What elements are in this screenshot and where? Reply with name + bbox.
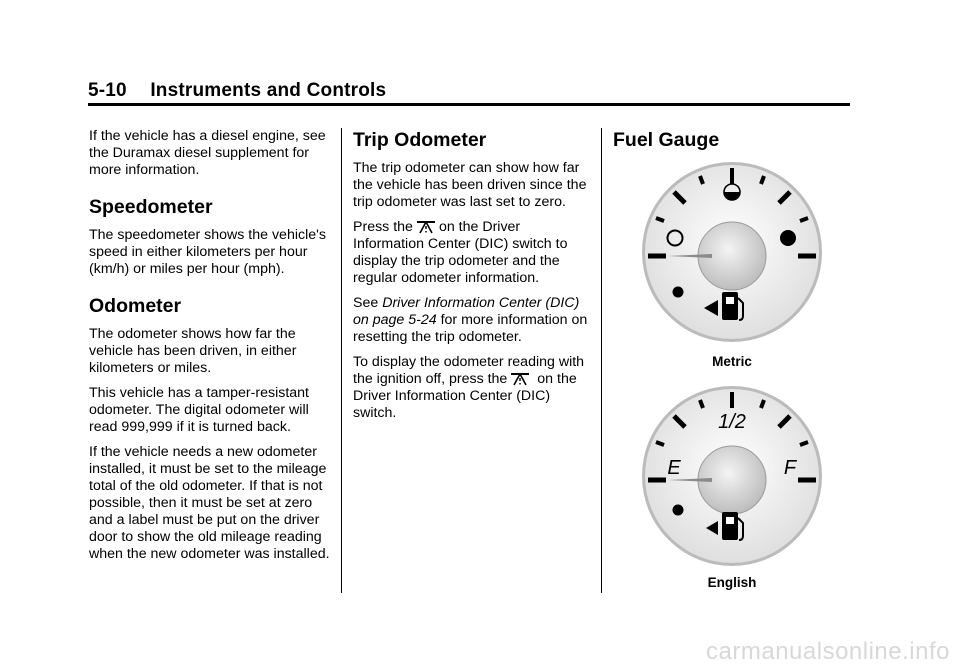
header-rule (88, 103, 850, 106)
trip-odometer-icon (510, 372, 530, 386)
low-fuel-indicator (673, 287, 684, 298)
trip-text-2: Press the on the Driver Information Center (DIC) switch to display the trip odometer and the regular odometer information. (353, 219, 568, 286)
page-number: 5-10 (88, 80, 127, 101)
page-header (88, 80, 386, 102)
speedometer-text: The speedometer shows the vehicle's speed in either kilometers per hour (km/h) or miles per hour (mph). (89, 227, 326, 277)
trip-odometer-heading: Trip Odometer (353, 129, 487, 151)
english-caption: English (707, 575, 757, 590)
odometer-text-3: If the vehicle needs a new odometer installed, it must be set to the mileage total of the old odometer. If that is not possible, then it must be set at zero and a label must be put on the driver door to show the old mileage reading when the new odometer was installed. (89, 444, 330, 562)
odometer-text-2: This vehicle has a tamper-resistant odometer. The digital odometer will read 999,999 if it is turned back. (89, 385, 309, 435)
trip-text-1: The trip odometer can show how far the vehicle has been driven since the trip odometer was last set to zero. (353, 160, 587, 210)
fuel-gauge-english-illustration (640, 384, 824, 568)
column-right (613, 128, 863, 160)
empty-label: E (667, 457, 681, 479)
column-middle (353, 128, 593, 430)
half-label: 1/2 (718, 411, 746, 433)
diesel-note: If the vehicle has a diesel engine, see the Duramax diesel supplement for more information. (89, 128, 326, 178)
trip-text-4: To display the odometer reading with the ignition off, press the on the Driver Information Center (DIC) switch. (353, 354, 585, 421)
fuel-gauge-heading: Fuel Gauge (613, 129, 720, 151)
watermark: carmanualsonline.info (706, 638, 950, 665)
trip-text-3: See Driver Information Center (DIC) on page 5-24 for more information on resetting the trip odometer. (353, 295, 588, 345)
odometer-text-1: The odometer shows how far the vehicle has been driven, in either kilometers or miles. (89, 326, 297, 376)
speedometer-heading: Speedometer (89, 196, 213, 218)
fuel-gauge-metric-illustration (640, 160, 824, 344)
odometer-heading: Odometer (89, 295, 182, 317)
full-label: F (783, 457, 797, 479)
section-title: Instruments and Controls (150, 80, 387, 101)
column-left (89, 128, 334, 571)
metric-caption: Metric (712, 354, 752, 369)
low-fuel-indicator (673, 505, 684, 516)
trip-odometer-icon (416, 220, 436, 234)
column-divider (341, 128, 342, 593)
column-divider (601, 128, 602, 593)
dic-reference: Driver Information Center (DIC) on page 5-24 (353, 295, 580, 328)
